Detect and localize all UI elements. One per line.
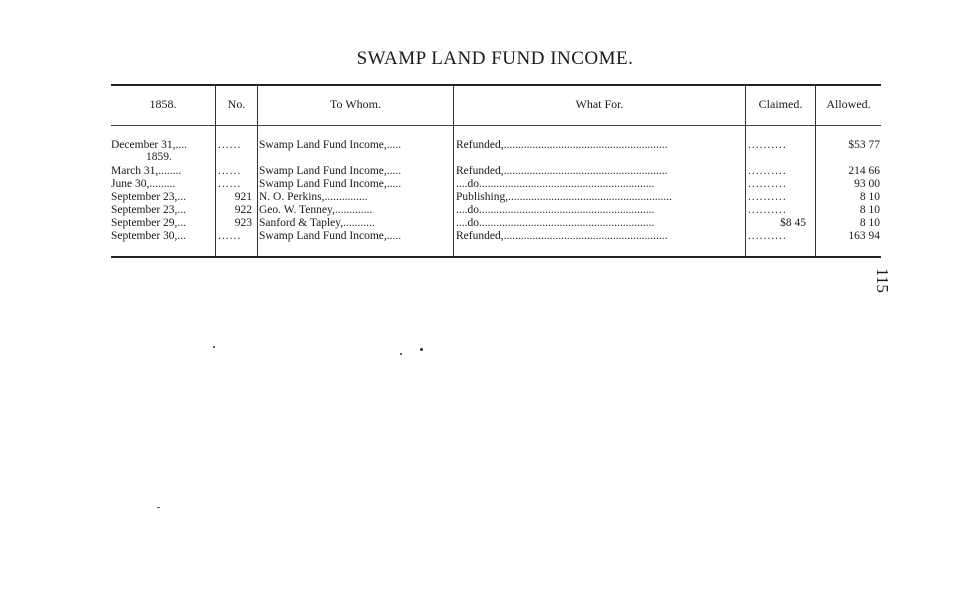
number-cell: 922	[234, 204, 252, 216]
payee-cell: Swamp Land Fund Income,.....	[259, 178, 402, 190]
header-no: No.	[227, 97, 246, 111]
claimed-cell: ..........	[748, 139, 787, 151]
number-cell: ......	[218, 230, 242, 242]
date-cell: June 30,.........	[111, 178, 176, 190]
date-cell: September 23,...	[111, 191, 187, 203]
header-claimed: Claimed.	[758, 97, 803, 111]
header-year: 1858.	[149, 97, 177, 111]
payee-cell: Swamp Land Fund Income,.....	[259, 139, 402, 151]
number-cell: 921	[234, 191, 252, 203]
allowed-cell: 8 10	[859, 217, 880, 229]
table-row	[0, 191, 963, 204]
allowed-cell: 163 94	[848, 230, 880, 242]
date-cell: September 23,...	[111, 204, 187, 216]
purpose-cell: Publishing,.........................................................	[456, 191, 672, 203]
payee-cell: Swamp Land Fund Income,.....	[259, 165, 402, 177]
header-underline	[258, 125, 453, 126]
number-cell: 923	[234, 217, 252, 229]
table-top-rule	[111, 84, 881, 86]
page-number: 115	[873, 268, 892, 293]
header-to-whom: To Whom.	[330, 97, 381, 111]
header-what-for: What For.	[575, 97, 624, 111]
number-cell: ......	[218, 178, 242, 190]
header-allowed: Allowed.	[826, 97, 871, 111]
claimed-cell: ..........	[748, 191, 787, 203]
allowed-cell: $53 77	[848, 139, 880, 151]
payee-cell: Swamp Land Fund Income,.....	[259, 230, 402, 242]
table-row	[0, 230, 963, 243]
payee-cell: Sanford & Tapley,...........	[259, 217, 375, 229]
page-title: SWAMP LAND FUND INCOME.	[356, 48, 634, 69]
claimed-cell: ..........	[748, 178, 787, 190]
header-underline	[111, 125, 215, 126]
date-cell: March 31,........	[111, 165, 182, 177]
claimed-cell: ..........	[748, 204, 787, 216]
table-row	[0, 178, 963, 191]
purpose-cell: ....do.............................................................	[456, 204, 655, 216]
table-bottom-rule	[111, 256, 881, 258]
purpose-cell: Refunded,.........................................................	[456, 230, 668, 242]
allowed-cell: 214 66	[848, 165, 880, 177]
payee-cell: N. O. Perkins,...............	[259, 191, 368, 203]
payee-cell: Geo. W. Tenney,.............	[259, 204, 373, 216]
scan-speck	[420, 348, 423, 351]
scan-speck	[400, 353, 402, 355]
purpose-cell: ....do.............................................................	[456, 217, 655, 229]
date-cell: September 29,...	[111, 217, 187, 229]
year-cell: 1859.	[146, 151, 172, 163]
header-underline	[746, 125, 815, 126]
purpose-cell: Refunded,.........................................................	[456, 139, 668, 151]
number-cell: ......	[218, 165, 242, 177]
scan-speck	[213, 346, 215, 348]
claimed-cell: ..........	[748, 230, 787, 242]
purpose-cell: ....do.............................................................	[456, 178, 655, 190]
purpose-cell: Refunded,.........................................................	[456, 165, 668, 177]
date-cell: December 31,....	[111, 139, 187, 151]
claimed-cell: $8 45	[780, 217, 806, 229]
table-row	[0, 151, 963, 164]
allowed-cell: 93 00	[854, 178, 880, 190]
allowed-cell: 8 10	[859, 191, 880, 203]
header-underline	[454, 125, 745, 126]
date-cell: September 30,...	[111, 230, 187, 242]
scan-speck	[157, 507, 160, 508]
header-underline	[216, 125, 257, 126]
table-row	[0, 217, 963, 230]
table-row	[0, 204, 963, 217]
claimed-cell: ..........	[748, 165, 787, 177]
allowed-cell: 8 10	[859, 204, 880, 216]
header-underline	[816, 125, 881, 126]
number-cell: ......	[218, 139, 242, 151]
table-row	[0, 165, 963, 178]
